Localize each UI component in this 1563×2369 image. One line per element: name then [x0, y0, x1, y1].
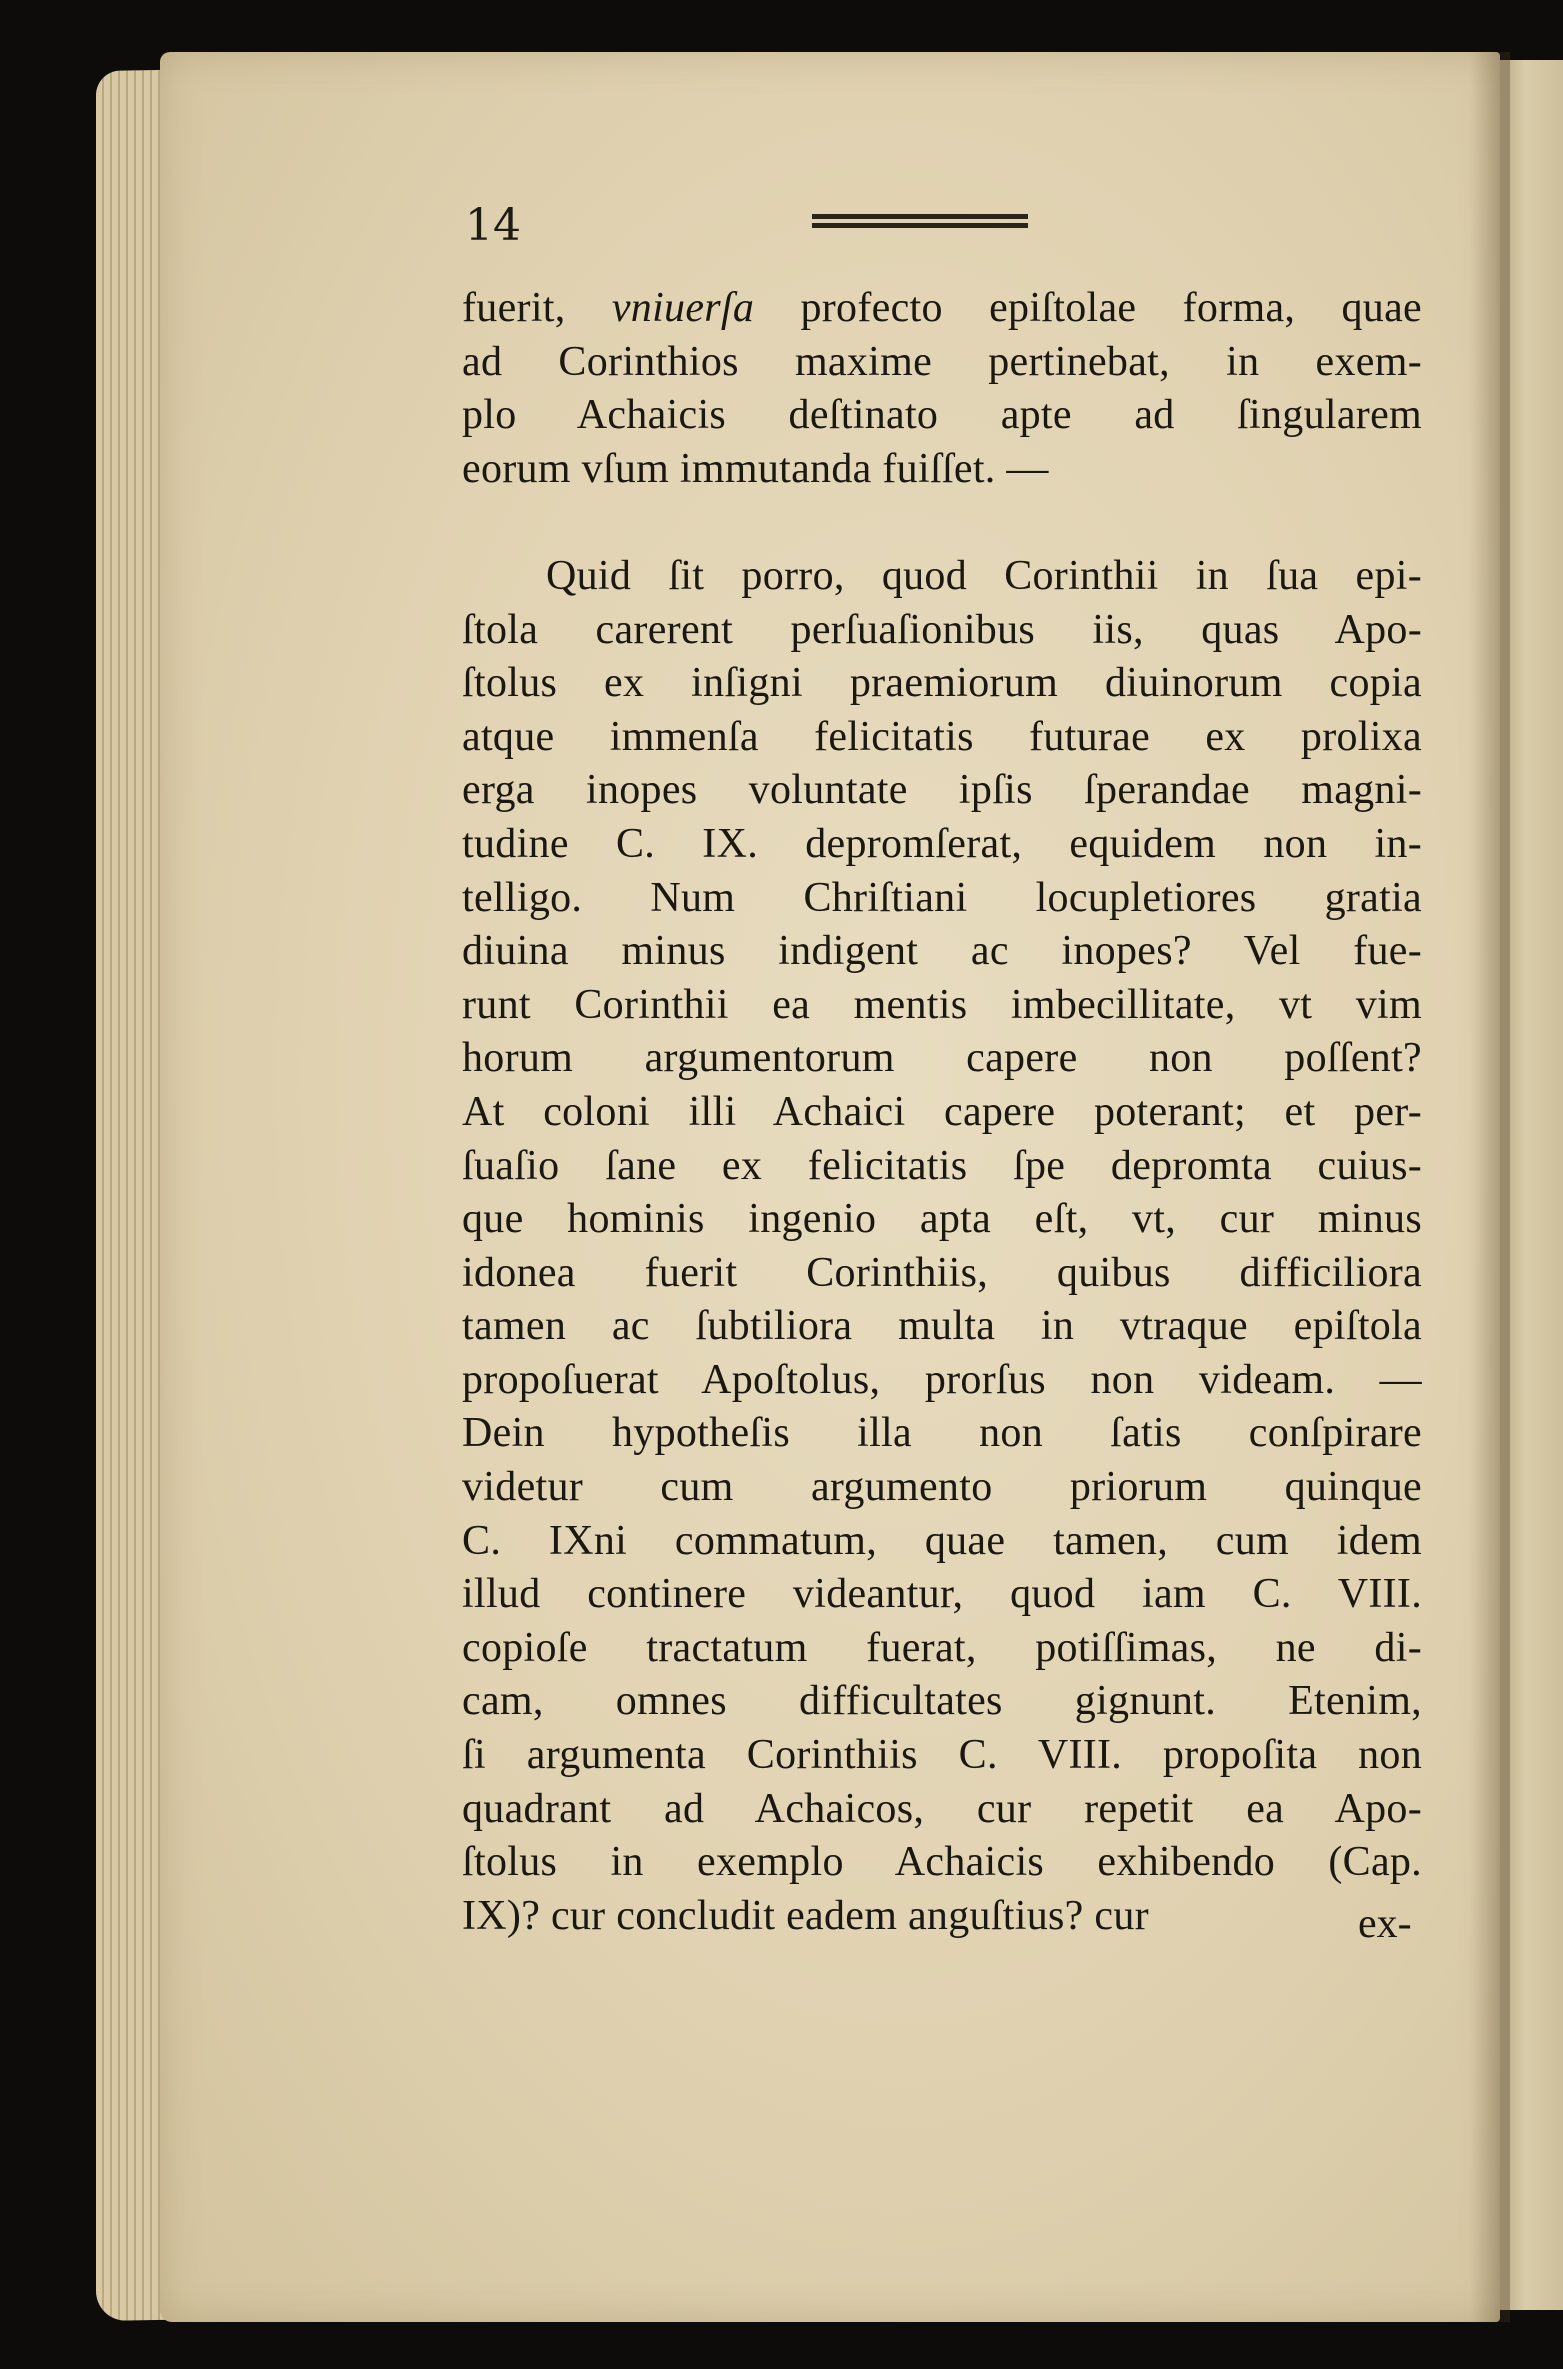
page-number: 14	[465, 200, 521, 251]
text-line: IX)? cur concludit eadem anguſtius? cur	[462, 1892, 1149, 1939]
text-line: tudine C. IX. depromſerat, equidem non in-	[462, 820, 1422, 867]
text-line: C. IXni commatum, quae tamen, cum idem	[462, 1517, 1422, 1564]
text-line: videtur cum argumento priorum quinque	[462, 1464, 1422, 1511]
text-line: telligo. Num Chriſtiani locupletiores gratia	[462, 874, 1422, 921]
text-line: propoſuerat Apoſtolus, prorſus non videam. —	[462, 1356, 1422, 1403]
text-line: erga inopes voluntate ipſis ſperandae magni-	[462, 767, 1422, 814]
text-line: eorum vſum immutanda fuiſſet. —	[462, 445, 1049, 492]
text-line: Dein hypotheſis illa non ſatis conſpirare	[462, 1410, 1422, 1457]
text-line: fuerit, vniuerſa profecto epiſtolae forma, quae	[462, 285, 1422, 331]
text-line: ad Corinthios maxime pertinebat, in exem-	[462, 338, 1422, 385]
text-line: ſtolus in exemplo Achaicis exhibendo (Cap.	[462, 1839, 1422, 1886]
body-text	[462, 282, 1422, 1943]
text-line: runt Corinthii ea mentis imbecillitate, vt vim	[462, 981, 1422, 1028]
text-line: tamen ac ſubtiliora multa in vtraque epiſtola	[462, 1303, 1422, 1350]
ornament-bar	[812, 223, 1028, 228]
text-line: diuina minus indigent ac inopes? Vel fue-	[462, 928, 1422, 975]
text-line: ſtolus ex inſigni praemiorum diuinorum copia	[462, 660, 1422, 707]
text-line: ſtola carerent perſuaſionibus iis, quas Apo-	[462, 606, 1422, 653]
text-line: que hominis ingenio apta eſt, vt, cur minus	[462, 1196, 1422, 1243]
header-ornament-rule	[812, 214, 1028, 230]
text-line: ſuaſio ſane ex felicitatis ſpe depromta cuius-	[462, 1142, 1422, 1189]
catchword: ex-	[1358, 1901, 1412, 1947]
text-line: cam, omnes difficultates gignunt. Etenim,	[462, 1678, 1422, 1725]
text-line: copioſe tractatum fuerat, potiſſimas, ne di-	[462, 1624, 1422, 1671]
text-line: illud continere videantur, quod iam C. VIII.	[462, 1571, 1422, 1618]
gutter-shadow	[1470, 52, 1510, 2322]
italic-word: vniuerſa	[611, 285, 755, 331]
text-line: ſi argumenta Corinthiis C. VIII. propoſita non	[462, 1732, 1422, 1779]
text-line: idonea fuerit Corinthiis, quibus difficiliora	[462, 1249, 1422, 1296]
text-line: plo Achaicis deſtinato apte ad ſingularem	[462, 392, 1422, 439]
ornament-bar	[812, 214, 1028, 219]
text-line: atque immenſa felicitatis futurae ex prolixa	[462, 713, 1422, 760]
paragraph-gap	[462, 496, 1422, 550]
text-line: Quid ſit porro, quod Corinthii in ſua epi-	[546, 552, 1422, 599]
text-line: At coloni illi Achaici capere poterant; et per-	[462, 1088, 1422, 1135]
text-line: horum argumentorum capere non poſſent?	[462, 1035, 1422, 1082]
text-line: quadrant ad Achaicos, cur repetit ea Apo-	[462, 1785, 1422, 1832]
